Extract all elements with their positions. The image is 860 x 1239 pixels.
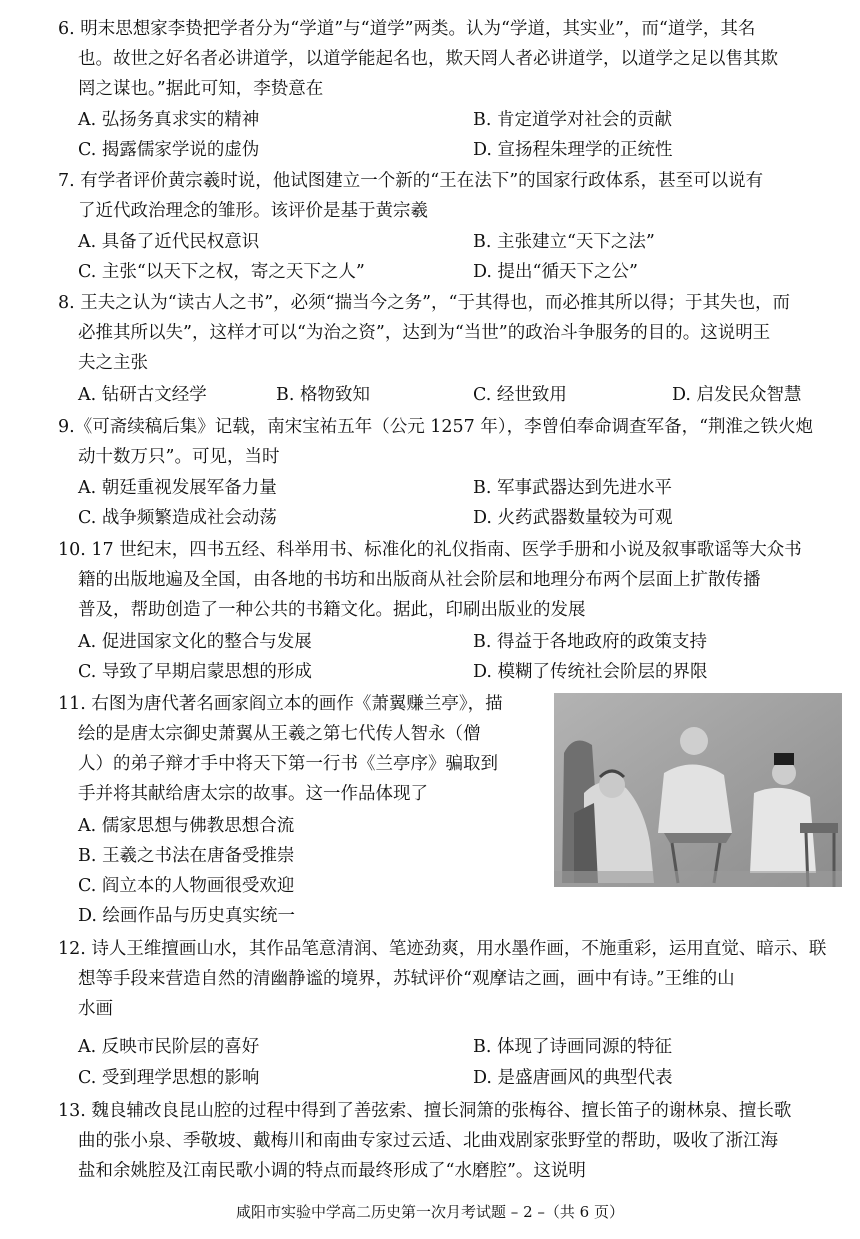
q12-option-a: A. 反映市民阶层的喜好	[78, 1037, 260, 1057]
q11-stem-line3: 人）的弟子辩才手中将天下第一行书《兰亭序》骗取到	[78, 754, 498, 774]
page-footer: 咸阳市实验中学高二历史第一次月考试题 – 2 –（共 6 页）	[236, 1203, 624, 1221]
q11-stem-line4: 手并将其献给唐太宗的故事。这一作品体现了	[78, 784, 428, 804]
q12-option-d: D. 是盛唐画风的典型代表	[473, 1068, 673, 1088]
q9-option-c: C. 战争频繁造成社会动荡	[78, 508, 277, 528]
q12-option-c: C. 受到理学思想的影响	[78, 1068, 260, 1088]
q9-option-b: B. 军事武器达到先进水平	[473, 478, 672, 498]
q6-option-b: B. 肯定道学对社会的贡献	[473, 110, 672, 130]
q8-option-c: C. 经世致用	[473, 385, 567, 405]
q7-option-a: A. 具备了近代民权意识	[78, 232, 260, 252]
q13-stem-line3: 盐和余姚腔及江南民歌小调的特点而最终形成了“水磨腔”。这说明	[78, 1161, 586, 1181]
q7-stem-line2: 了近代政治理念的雏形。该评价是基于黄宗羲	[78, 201, 428, 221]
q8-stem-line2: 必推其所以失”，这样才可以“为治之资”，达到为“当世”的政治斗争服务的目的。这说明王	[78, 323, 771, 343]
q8-option-a: A. 钻研古文经学	[78, 385, 207, 405]
q6-option-c: C. 揭露儒家学说的虚伪	[78, 140, 260, 160]
q10-stem-line3: 普及，帮助创造了一种公共的书籍文化。据此，印刷出版业的发展	[78, 600, 586, 620]
q10-option-d: D. 模糊了传统社会阶层的界限	[473, 662, 708, 682]
q9-stem-line1: 9.《可斋续稿后集》记载，南宋宝祐五年（公元 1257 年），李曾伯奉命调查军备，“荆淮之铁火炮	[58, 417, 814, 437]
q13-stem-line1: 13. 魏良辅改良昆山腔的过程中得到了善弦索、擅长洞箫的张梅谷、擅长笛子的谢林泉、擅长歌	[58, 1101, 792, 1121]
q12-stem-line2: 想等手段来营造自然的清幽静谧的境界，苏轼评价“观摩诘之画，画中有诗。”王维的山	[78, 969, 735, 989]
q10-stem-line1: 10. 17 世纪末，四书五经、科举用书、标准化的礼仪指南、医学手册和小说及叙事歌谣等大众书	[58, 540, 802, 560]
q7-option-c: C. 主张“以天下之权，寄之天下之人”	[78, 262, 365, 282]
q9-option-d: D. 火药武器数量较为可观	[473, 508, 673, 528]
q11-option-a: A. 儒家思想与佛教思想合流	[78, 816, 295, 836]
q8-option-d: D. 启发民众智慧	[672, 385, 802, 405]
q8-option-b: B. 格物致知	[276, 385, 370, 405]
q8-stem-line1: 8. 王夫之认为“读古人之书”，必须“揣当今之务”，“于其得也，而必推其所以得；于其失也，而	[58, 293, 790, 313]
q9-stem-line2: 动十数万只”。可见，当时	[78, 447, 280, 467]
q12-stem-line1: 12. 诗人王维擅画山水，其作品笔意清润、笔迹劲爽，用水墨作画，不施重彩，运用直觉、暗示、联	[58, 939, 827, 959]
q6-stem-line1: 6. 明末思想家李贽把学者分为“学道”与“道学”两类。认为“学道，其实业”，而“道学，其名	[58, 19, 756, 39]
q8-stem-line3: 夫之主张	[78, 353, 148, 373]
q12-stem-line3: 水画	[78, 999, 113, 1019]
q6-stem-line2: 也。故世之好名者必讲道学，以道学能起名也，欺天罔人者必讲道学，以道学之足以售其欺	[78, 49, 778, 69]
q10-option-a: A. 促进国家文化的整合与发展	[78, 632, 312, 652]
q12-option-b: B. 体现了诗画同源的特征	[473, 1037, 672, 1057]
painting-illustration	[554, 693, 842, 887]
q11-option-c: C. 阎立本的人物画很受欢迎	[78, 876, 295, 896]
q7-option-b: B. 主张建立“天下之法”	[473, 232, 655, 252]
q6-option-a: A. 弘扬务真求实的精神	[78, 110, 260, 130]
q13-stem-line2: 曲的张小泉、季敬坡、戴梅川和南曲专家过云适、北曲戏剧家张野堂的帮助，吸收了浙江海	[78, 1131, 778, 1151]
q6-stem-line3: 罔之谋也。”据此可知，李贽意在	[78, 79, 324, 99]
q9-option-a: A. 朝廷重视发展军备力量	[78, 478, 277, 498]
q7-stem-line1: 7. 有学者评价黄宗羲时说，他试图建立一个新的“王在法下”的国家行政体系，甚至可以说有	[58, 171, 764, 191]
q11-option-d: D. 绘画作品与历史真实统一	[78, 906, 296, 926]
q11-option-b: B. 王羲之书法在唐备受推崇	[78, 846, 295, 866]
q11-stem-line2: 绘的是唐太宗御史萧翼从王羲之第七代传人智永（僧	[78, 724, 481, 744]
painting-figure	[554, 693, 842, 887]
q10-stem-line2: 籍的出版地遍及全国，由各地的书坊和出版商从社会阶层和地理分布两个层面上扩散传播	[78, 570, 761, 590]
q10-option-c: C. 导致了早期启蒙思想的形成	[78, 662, 312, 682]
q10-option-b: B. 得益于各地政府的政策支持	[473, 632, 707, 652]
q11-stem-line1: 11. 右图为唐代著名画家阎立本的画作《萧翼赚兰亭》，描	[58, 694, 503, 714]
q7-option-d: D. 提出“循天下之公”	[473, 262, 638, 282]
q6-option-d: D. 宣扬程朱理学的正统性	[473, 140, 673, 160]
